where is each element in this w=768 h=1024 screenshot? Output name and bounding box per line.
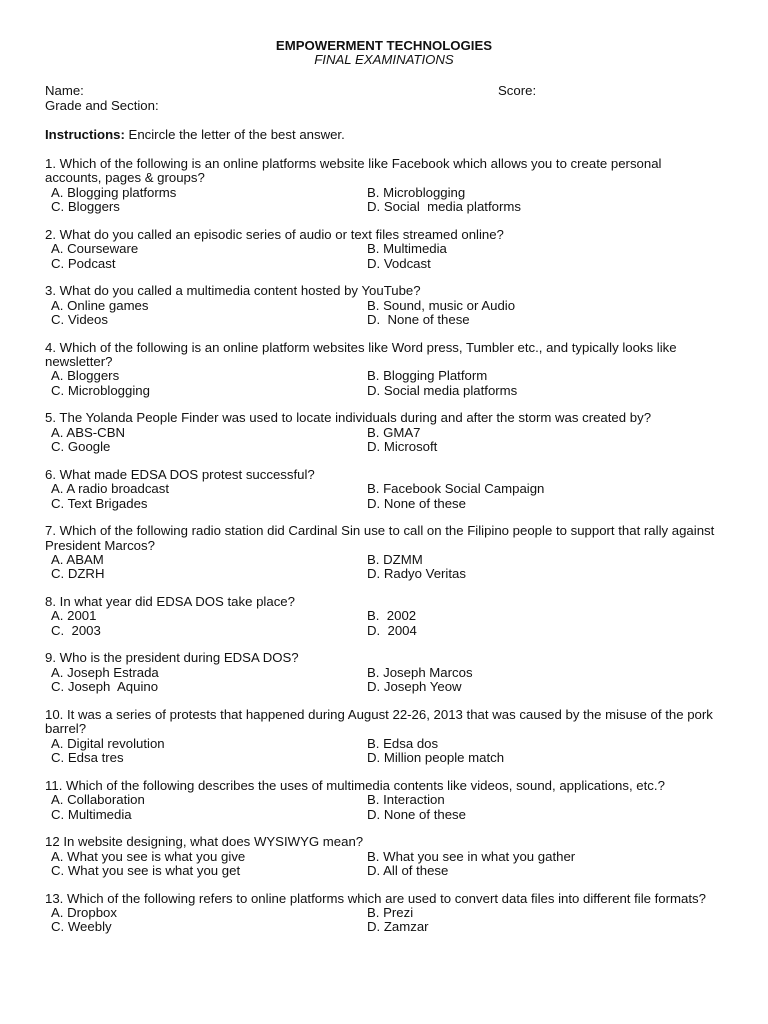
answer-option[interactable]: B. Blogging Platform (367, 368, 488, 384)
question-block (45, 595, 725, 638)
answer-option[interactable]: A. ABAM (51, 552, 104, 568)
answer-option[interactable]: D. All of these (367, 862, 449, 878)
answer-option[interactable]: D. None of these (367, 495, 466, 511)
question-text: 4. Which of the following is an online platform websites like Word press, Tumbler etc., and typically looks like newsletter? (45, 339, 677, 370)
question-block (45, 284, 725, 327)
answer-option[interactable]: D. Social media platforms (367, 199, 521, 215)
answer-option[interactable]: A. Digital revolution (51, 735, 165, 751)
answer-options (45, 609, 725, 638)
answer-option[interactable]: B. Interaction (367, 792, 445, 808)
answer-options (45, 242, 725, 271)
answer-option[interactable]: B. GMA7 (367, 424, 421, 440)
question-block (45, 341, 725, 399)
answer-option[interactable]: C. Edsa tres (51, 750, 124, 766)
answer-option[interactable]: B. DZMM (367, 552, 423, 568)
question-text: 13. Which of the following refers to online platforms which are used to convert data files into different file formats? (45, 890, 706, 906)
grade-section-field-label: Grade and Section: (45, 98, 159, 113)
answer-options (45, 850, 725, 879)
answer-option[interactable]: A. A radio broadcast (51, 481, 170, 497)
answer-option[interactable]: D. Social media platforms (367, 382, 518, 398)
document-title: EMPOWERMENT TECHNOLOGIES (275, 38, 493, 53)
answer-option[interactable]: C. Text Brigades (51, 495, 148, 511)
answer-option[interactable]: B. Multimedia (367, 241, 447, 257)
answer-option[interactable]: D. 2004 (367, 622, 417, 638)
answer-option[interactable]: C. Videos (51, 312, 108, 328)
answer-option[interactable]: B. Microblogging (367, 184, 466, 200)
answer-options (45, 793, 725, 822)
question-block (45, 468, 725, 511)
answer-option[interactable]: D. Microsoft (367, 439, 438, 455)
answer-option[interactable]: A. ABS-CBN (51, 424, 126, 440)
answer-option[interactable]: A. Online games (51, 297, 149, 313)
answer-option[interactable]: A. Courseware (51, 241, 139, 257)
answer-options (45, 369, 725, 398)
answer-option[interactable]: C. DZRH (51, 566, 105, 582)
question-block (45, 228, 725, 271)
answer-option[interactable]: C. Bloggers (51, 199, 120, 215)
answer-option[interactable]: C. Podcast (51, 255, 116, 271)
answer-options (45, 426, 725, 455)
answer-option[interactable]: A. Dropbox (51, 904, 117, 920)
answer-option[interactable]: A. Bloggers (51, 368, 120, 384)
answer-options (45, 186, 725, 215)
answer-option[interactable]: C. What you see is what you get (51, 862, 241, 878)
answer-options (45, 737, 725, 766)
answer-option[interactable]: D. None of these (367, 806, 466, 822)
question-text: 1. Which of the following is an online platforms website like Facebook which allows you to create personal accounts, pages & groups? (45, 156, 662, 186)
answer-option[interactable]: D. Million people match (367, 750, 505, 766)
answer-option[interactable]: B. Edsa dos (367, 735, 439, 751)
answer-option[interactable]: B. 2002 (367, 608, 417, 624)
question-text: 5. The Yolanda People Finder was used to locate individuals during and after the storm was created by? (45, 410, 652, 426)
question-block (45, 779, 725, 822)
answer-option[interactable]: C. Joseph Aquino (51, 679, 159, 695)
question-text: 11. Which of the following describes the uses of multimedia contents like videos, sound, applications, etc.? (45, 777, 665, 793)
answer-option[interactable]: D. Joseph Yeow (367, 679, 462, 695)
question-list (45, 157, 725, 948)
question-text: 2. What do you called an episodic series of audio or text files streamed online? (45, 226, 504, 242)
answer-option[interactable]: A. 2001 (51, 608, 97, 624)
answer-options (45, 553, 725, 582)
question-text: 7. Which of the following radio station did Cardinal Sin use to call on the Filipino people to support that rally against President Marcos? (45, 523, 715, 553)
answer-option[interactable]: A. Collaboration (51, 792, 145, 808)
question-text: 3. What do you called a multimedia content hosted by YouTube? (45, 283, 421, 299)
answer-option[interactable]: A. Joseph Estrada (51, 664, 159, 680)
answer-options (45, 482, 725, 511)
question-text: 8. In what year did EDSA DOS take place? (45, 594, 295, 610)
answer-option[interactable]: A. Blogging platforms (51, 184, 177, 200)
question-block (45, 892, 725, 935)
answer-option[interactable]: A. What you see is what you give (51, 848, 246, 864)
answer-option[interactable]: B. Prezi (367, 904, 414, 920)
answer-option[interactable]: D. Vodcast (367, 255, 431, 271)
question-block (45, 157, 725, 215)
instructions (45, 128, 345, 142)
answer-options (45, 906, 725, 935)
question-text: 12 In website designing, what does WYSIWYG mean? (45, 834, 364, 850)
question-block (45, 524, 725, 582)
question-block (45, 411, 725, 454)
answer-options (45, 666, 725, 695)
answer-option[interactable]: C. Microblogging (51, 382, 150, 398)
document-subtitle: FINAL EXAMINATIONS (314, 52, 454, 67)
answer-option[interactable]: B. Facebook Social Campaign (367, 481, 545, 497)
answer-option[interactable]: B. Sound, music or Audio (367, 297, 516, 313)
answer-option[interactable]: D. Radyo Veritas (367, 566, 466, 582)
question-text: 10. It was a series of protests that happened during August 22-26, 2013 that was caused by the misuse of the pork barrel? (45, 706, 713, 737)
question-block (45, 835, 725, 878)
question-block (45, 708, 725, 766)
instructions-label: Instructions: (45, 127, 125, 142)
question-block (45, 651, 725, 694)
answer-option[interactable]: C. Weebly (51, 919, 112, 935)
answer-option[interactable]: C. 2003 (51, 622, 101, 638)
answer-options (45, 299, 725, 328)
answer-option[interactable]: D. None of these (367, 312, 470, 328)
answer-option[interactable]: B. Joseph Marcos (367, 664, 473, 680)
question-text: 9. Who is the president during EDSA DOS? (45, 650, 299, 666)
answer-option[interactable]: B. What you see in what you gather (367, 848, 576, 864)
answer-option[interactable]: D. Zamzar (367, 919, 429, 935)
answer-option[interactable]: C. Google (51, 439, 111, 455)
name-field-label: Name: (45, 83, 84, 98)
instructions-text: Encircle the letter of the best answer. (124, 127, 345, 142)
answer-option[interactable]: C. Multimedia (51, 806, 132, 822)
question-text: 6. What made EDSA DOS protest successful? (45, 466, 315, 482)
score-field-label: Score: (498, 83, 537, 98)
